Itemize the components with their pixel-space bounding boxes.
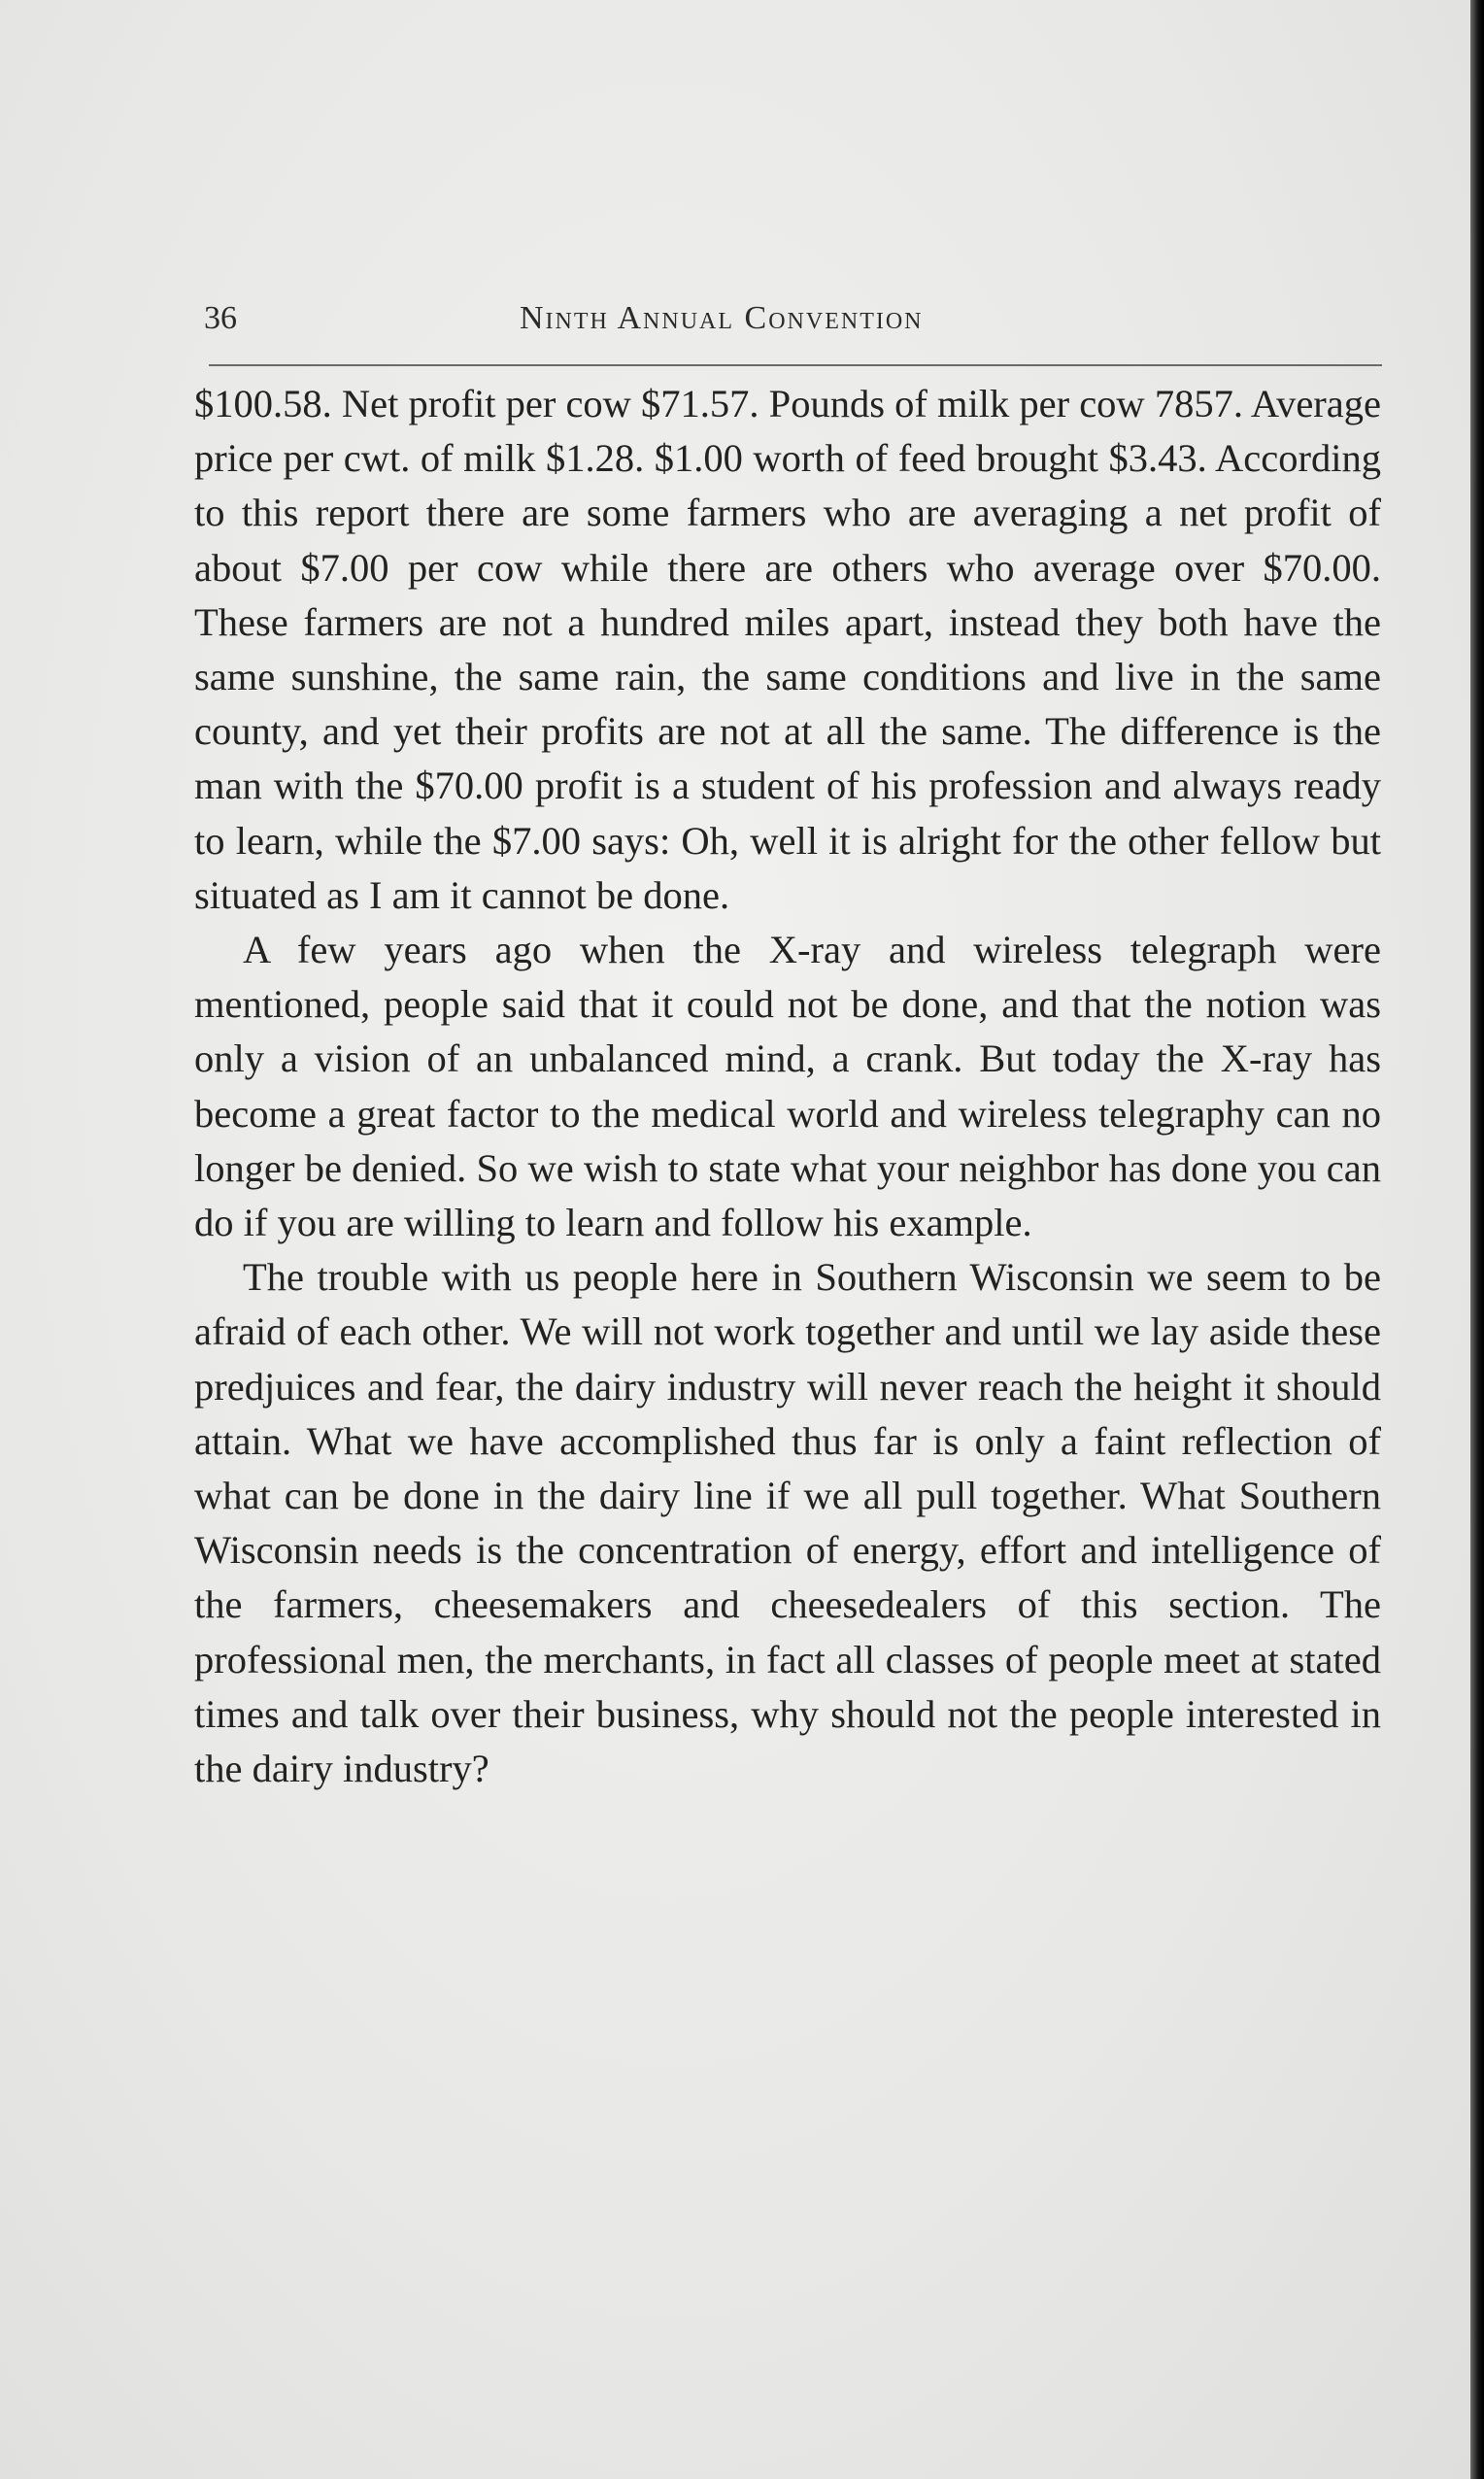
paragraph: A few years ago when the X-ray and wireless telegraph were mentioned, people said that it could not be done, and that the notion was only a vision of an unbalanced mind, a crank. But today the X-ray has become a great factor to the medical world and wireless telegraphy can no longer be denied. So we wish to state what your neighbor has done you can do if you are willing to learn and follow his example. xyxy=(194,928,1381,1245)
header-rule xyxy=(209,364,1382,366)
body-text xyxy=(194,377,1381,1796)
page-edge-shadow xyxy=(1470,0,1484,2479)
page-number: 36 xyxy=(204,300,237,336)
paragraph: The trouble with us people here in Southern Wisconsin we seem to be afraid of each other. We will not work together and until we lay aside these predjuices and fear, the dairy industry will never reach the height it should attain. What we have accomplished thus far is only a faint reflection of what can be done in the dairy line if we all pull together. What Southern Wisconsin needs is the concentration of energy, effort and intelligence of the farmers, cheesemakers and cheesedealers of this section. The professional men, the merchants, in fact all classes of people meet at stated times and talk over their business, why should not the people interested in the dairy industry? xyxy=(194,1255,1381,1791)
running-head xyxy=(204,289,1377,348)
paragraph-continued: $100.58. Net profit per cow $71.57. Pounds of milk per cow 7857. Average price per cwt. of milk $1.28. $1.00 worth of feed brought $3.43. According to this report there are some farmers who are averaging a net profit of about $7.00 per cow while there are others who average over $70.00. These farmers are not a hundred miles apart, instead they both have the same sunshine, the same rain, the same conditions and live in the same county, and yet their profits are not at all the same. The difference is the man with the $70.00 profit is a student of his profession and always ready to learn, while the $7.00 says: Oh, well it is alright for the other fellow but situated as I am it cannot be done. xyxy=(194,382,1381,917)
running-title: Ninth Annual Convention xyxy=(520,300,924,336)
